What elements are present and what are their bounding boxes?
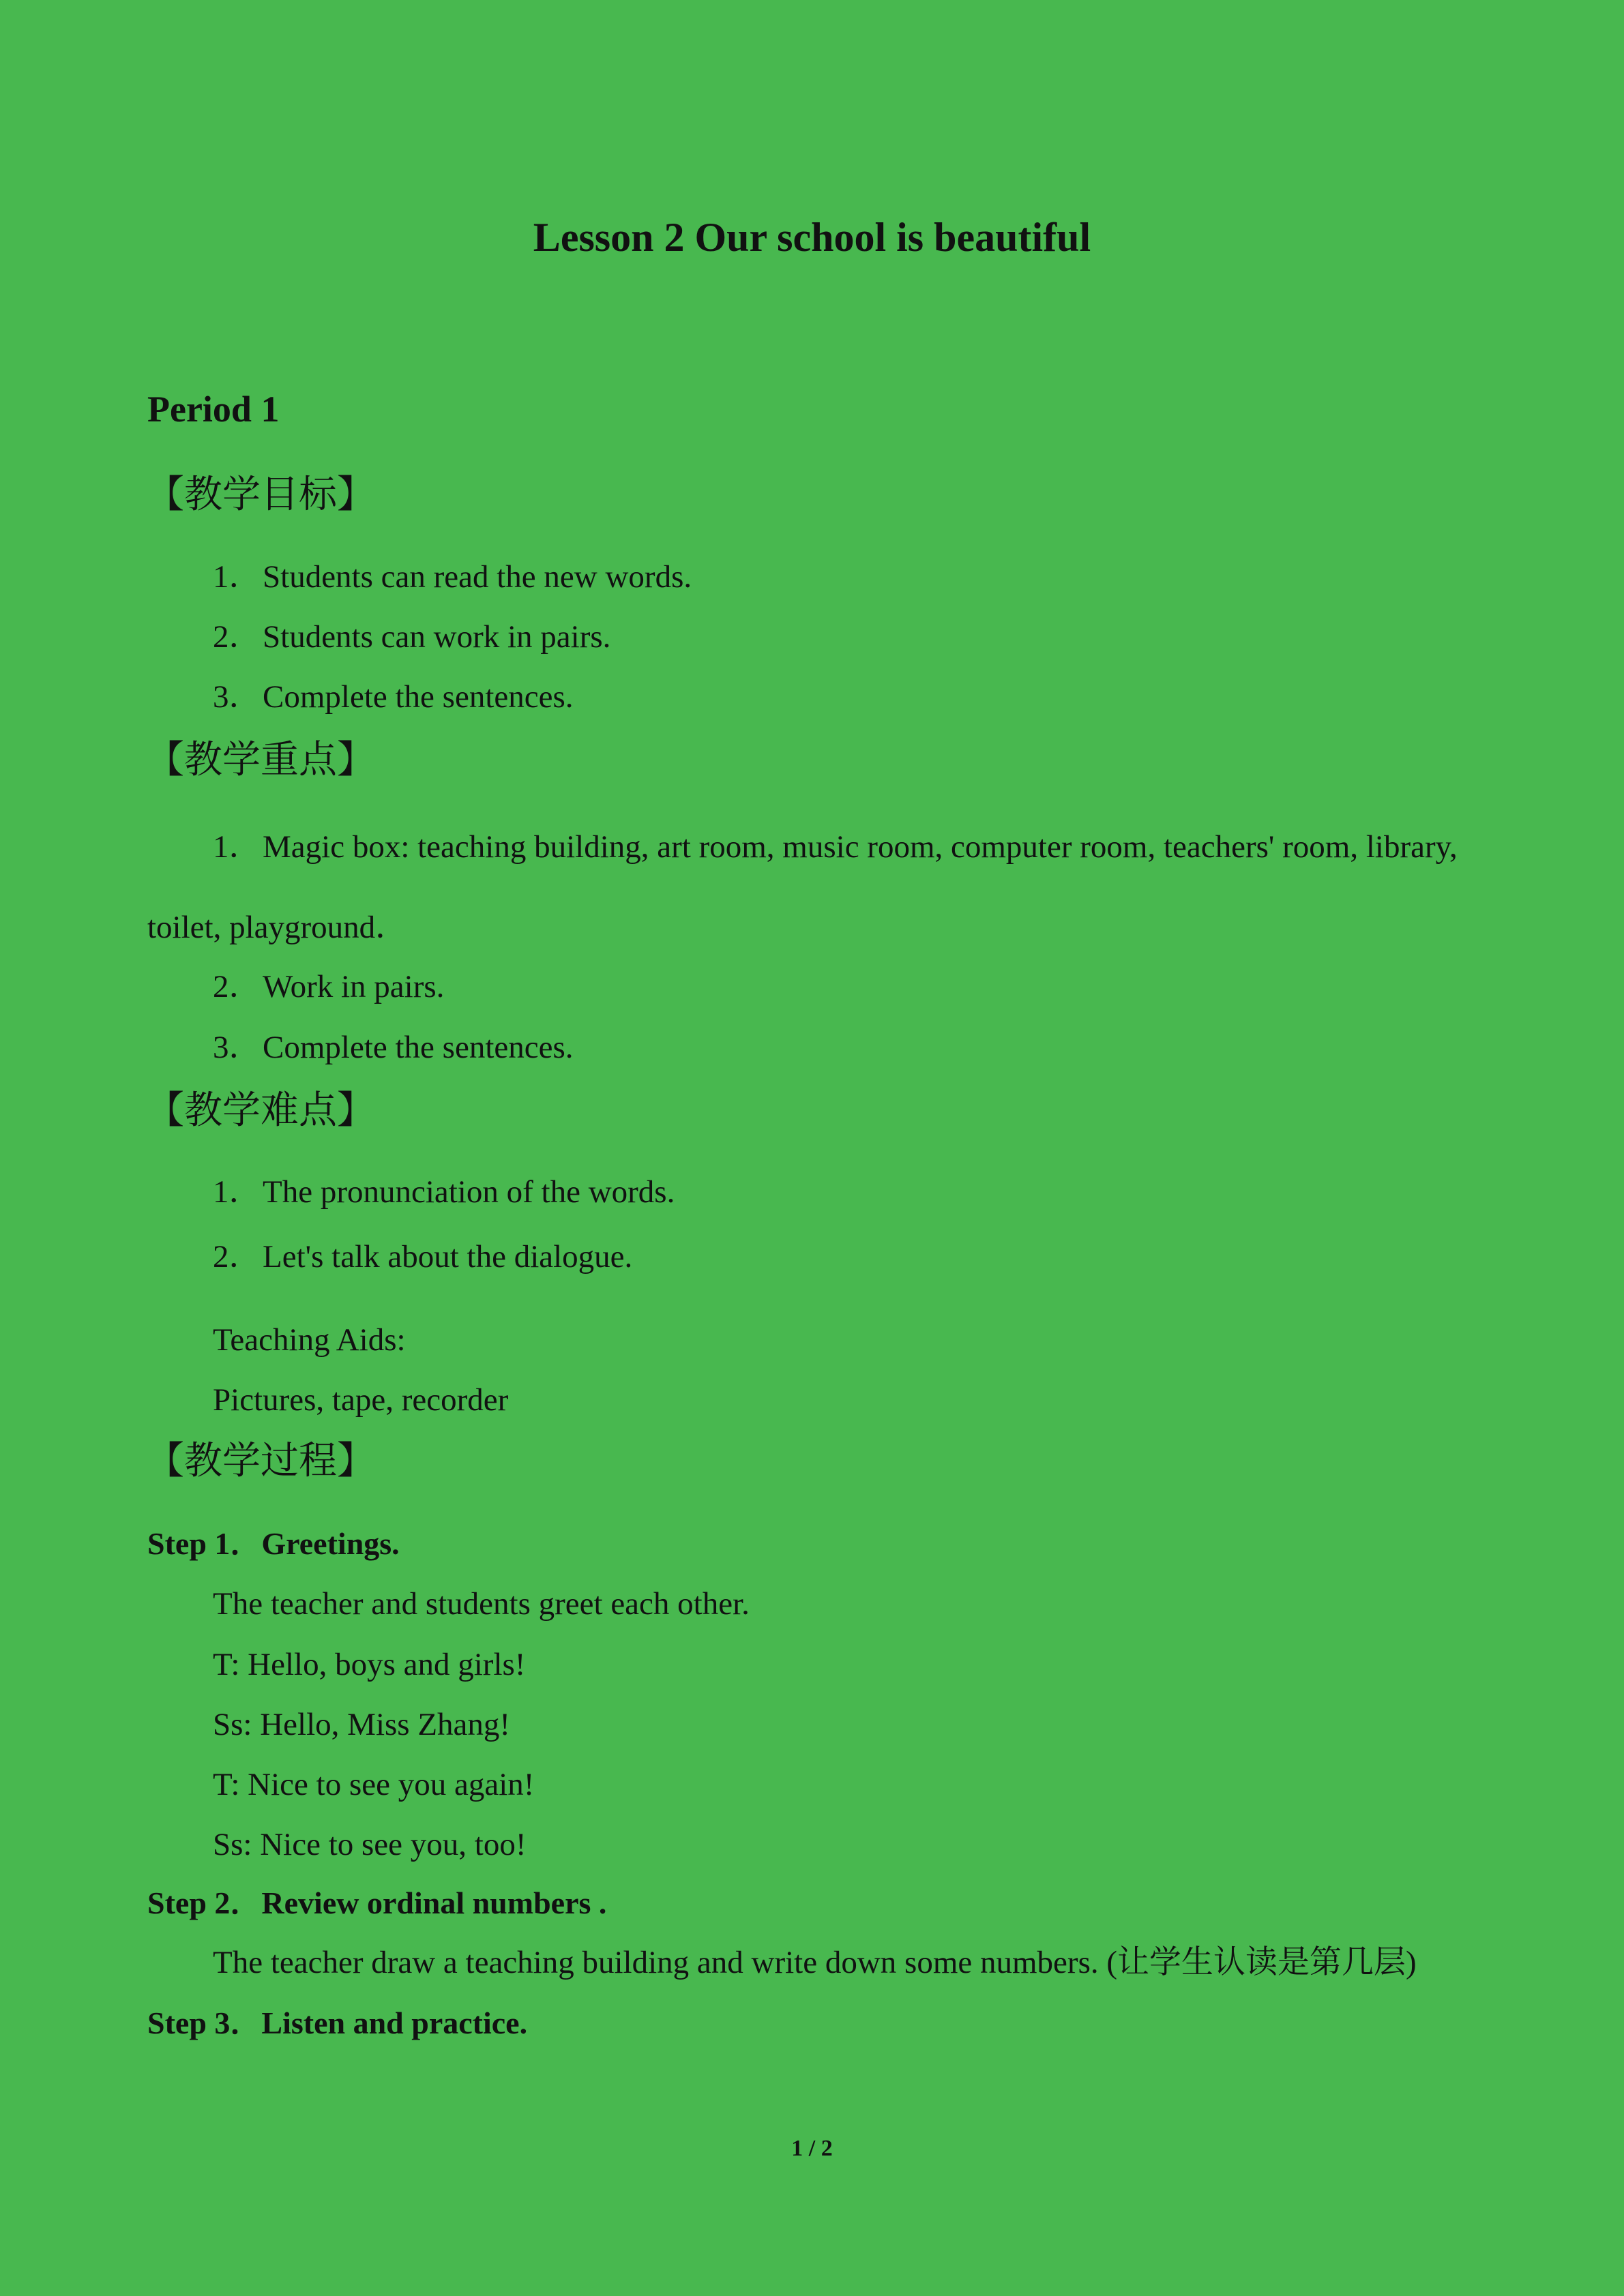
step-1-line: T: Nice to see you again! xyxy=(213,1767,535,1802)
step-2-line: The teacher draw a teaching building and write down some numbers. (让学生认读是第几层) xyxy=(213,1945,1417,1980)
step-1-line: T: Hello, boys and girls! xyxy=(213,1647,526,1682)
page-indicator: 1 / 2 xyxy=(791,2136,833,2161)
step-1-line: The teacher and students greet each other. xyxy=(213,1586,750,1622)
teaching-aids-label: Teaching Aids: xyxy=(213,1322,406,1358)
objectives-heading: 【教学目标】 xyxy=(146,473,375,517)
list-text: Magic box: teaching building, art room, music room, computer room, teachers' room, library, xyxy=(263,829,1458,865)
difficulty-item xyxy=(213,1176,675,1208)
list-number: 1． xyxy=(213,1174,261,1210)
list-number: 2． xyxy=(213,1239,261,1274)
teaching-aids-value: Pictures, tape, recorder xyxy=(213,1382,509,1418)
difficulties-heading: 【教学难点】 xyxy=(146,1088,375,1133)
list-text: Complete the sentences. xyxy=(263,679,574,715)
list-number: 2． xyxy=(213,619,261,655)
step-1-line: Ss: Nice to see you, too! xyxy=(213,1827,527,1862)
key-point-item xyxy=(213,831,1458,863)
list-text: Let's talk about the dialogue. xyxy=(263,1239,633,1274)
objective-item xyxy=(213,561,692,593)
list-text: Students can work in pairs. xyxy=(263,619,611,655)
list-text: Students can read the new words. xyxy=(263,559,692,595)
step-1-line: Ss: Hello, Miss Zhang! xyxy=(213,1707,511,1742)
step-3-heading: Step 3．Listen and practice. xyxy=(147,2006,528,2040)
key-points-heading: 【教学重点】 xyxy=(146,738,375,782)
list-number: 1． xyxy=(213,829,261,865)
list-number: 1． xyxy=(213,559,261,595)
list-text: Work in pairs. xyxy=(263,969,445,1004)
list-text: Complete the sentences. xyxy=(263,1030,574,1065)
difficulty-item xyxy=(213,1241,632,1273)
key-point-item xyxy=(213,971,444,1003)
step-1-heading: Step 1．Greetings. xyxy=(147,1526,400,1561)
list-number: 3． xyxy=(213,679,261,715)
list-number: 2． xyxy=(213,969,261,1004)
objective-item xyxy=(213,681,574,713)
document-title: Lesson 2 Our school is beautiful xyxy=(533,215,1091,260)
process-heading: 【教学过程】 xyxy=(146,1439,375,1483)
period-heading: Period 1 xyxy=(147,389,280,430)
key-point-continuation: toilet, playground． xyxy=(147,910,408,945)
objective-item xyxy=(213,621,610,653)
key-point-item xyxy=(213,1032,574,1064)
list-number: 3． xyxy=(213,1030,261,1065)
list-text: The pronunciation of the words. xyxy=(263,1174,675,1210)
step-2-heading: Step 2．Review ordinal numbers . xyxy=(147,1885,607,1920)
